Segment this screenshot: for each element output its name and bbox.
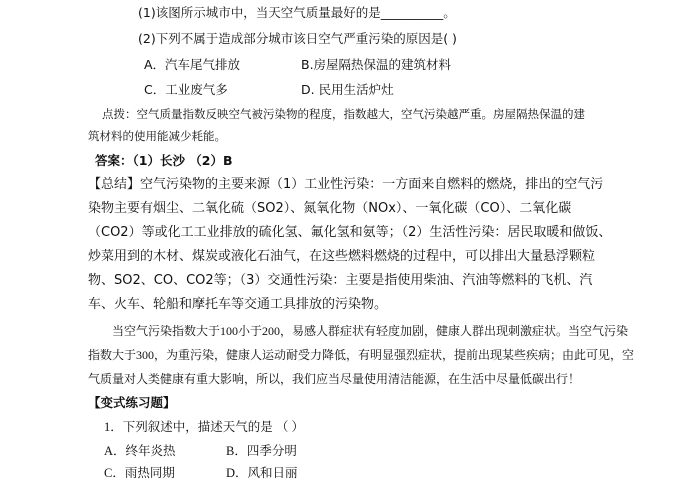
- option-d: D. 民用生活炉灶: [301, 82, 394, 97]
- summary-line: 车、火车、轮船和摩托车等交通工具排放的污染物。: [88, 297, 388, 312]
- hint-line-2: 筑材料的使用能减少耗能。: [88, 129, 226, 143]
- option-b: B.房屋隔热保温的建筑材料: [301, 57, 452, 72]
- summary-line: 【总结】空气污染物的主要来源（1）工业性污染：一方面来自燃料的燃烧，排出的空气污: [88, 177, 604, 192]
- aqi-line: 当空气污染指数大于100小于200，易感人群症状有轻度加剧，健康人群出现刺激症状。当空气污染: [112, 324, 629, 338]
- exercise-heading: 【变式练习题】: [88, 395, 176, 410]
- summary-line: 炒菜用到的木材、煤炭或液化石油气，在这些燃料燃烧的过程中，可以排出大量悬浮颗粒: [88, 249, 596, 264]
- exercise-question-1: 1．下列叙述中，描述天气的是 （ ）: [104, 420, 305, 434]
- exercise-option-a: A．终年炎热: [104, 444, 176, 458]
- option-a: A．汽车尾气排放: [144, 57, 241, 72]
- exercise-option-b: B．四季分明: [226, 444, 297, 458]
- question-1: (1)该图所示城市中，当天空气质量最好的是__________。: [138, 5, 456, 20]
- summary-line: 物、SO2、CO、CO2等；（3）交通性污染：主要是指使用柴油、汽油等燃料的飞机、汽: [88, 273, 593, 288]
- aqi-line: 气质量对人类健康有重大影响，所以，我们应当尽量使用清洁能源，在生活中尽量低碳出行！: [88, 372, 581, 386]
- question-2: (2)下列不属于造成部分城市该日空气严重污染的原因是( ): [138, 31, 457, 46]
- option-c: C．工业废气多: [144, 82, 228, 97]
- exercise-option-d: D．风和日丽: [226, 466, 298, 480]
- answer: 答案：（1）长沙 （2）B: [95, 153, 233, 168]
- summary-line: （CO2）等或化工工业排放的硫化氢、氟化氢和氨等；（2）生活性污染：居民取暖和做饭、: [88, 225, 612, 240]
- aqi-line: 指数大于300，为重污染，健康人运动耐受力降低，有明显强烈症状，提前出现某些疾病；由此可见，空: [88, 348, 635, 362]
- exercise-option-c: C．雨热同期: [104, 466, 175, 480]
- hint-line-1: 点拨：空气质量指数反映空气被污染物的程度，指数越大，空气污染越严重。房屋隔热保温的建: [102, 107, 585, 121]
- summary-line: 染物主要有烟尘、二氧化硫（SO2）、氮氧化物（NOx）、一氧化碳（CO）、二氧化碳: [88, 201, 572, 216]
